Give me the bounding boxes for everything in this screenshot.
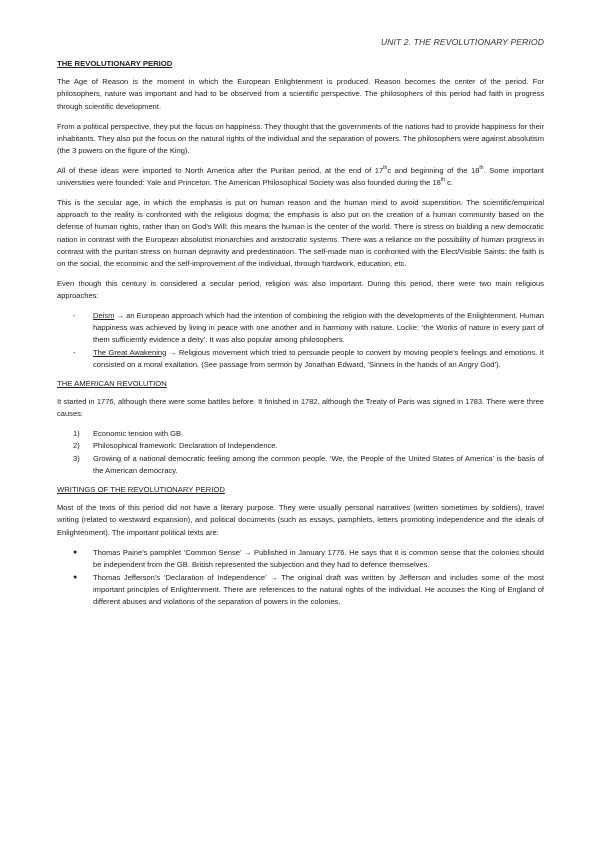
list-item-declaration (57, 572, 544, 609)
section-title-revolutionary-period: THE REVOLUTIONARY PERIOD (57, 59, 173, 68)
list-item-text: Thomas Paine’s pamphlet ‘Common Sense’ → Published in January 1776. He says that it is common sense that the colonies should be independent from the GB. British represented the subjection and they had to defence themselves. (93, 547, 544, 569)
term-great-awakening: The Great Awakening (93, 347, 167, 357)
superscript: th (383, 164, 388, 171)
list-item-great-awakening (57, 347, 544, 371)
list-item-text: → an European approach which had the intention of combining the religion with the developments of the Enlightenment. Human happiness was achieved by living in peace with one another and in harmony with nature. Locke: ‘the Works of nature in every part of them sufficiently evidence a deity’. It was also popular among philosophers. (93, 310, 544, 345)
paragraph-age-of-reason: The Age of Reason is the moment in which the European Enlightenment is produced. Reason becomes the center of the period. For philosophers, nature was important and had to be observed from a scientific perspective. The philosophers of this period had faith in progress through scientific development. (57, 77, 544, 111)
document-body (57, 58, 544, 610)
paragraph-secular-age: This is the secular age, in which the emphasis is put on human reason and the human mind to avoid superstition. The scientific/empirical approach to the reality is confronted with the religious dogma; the emphasis is also put on the creation of a human community based on the defense of human rights, rather than on God’s Will: this means the human is the center of the world. There is stress on building a new democratic nation in contrast with the European absolutist monarchies and aristocratic systems. There was a reliance on the possibility of human progress in contrast with the puritan stress on human depravity and predestination. The self-made man is confronted with the Elect/Visible Saints: the faith is on the social, the economic and the self-improvement of the individual, through hardwork, education, etc. (57, 197, 544, 268)
superscript: th (440, 177, 446, 183)
paragraph-writings-overview: Most of the texts of this period did not have a literary purpose. They were usually personal narratives (written sometimes by soldiers), travel writing (related to westward expansion), and political documents (such as essays, pamphlets, letters promoting independence and the ideals of Enlightenment). The important political texts are: (57, 503, 544, 537)
list-item-cause (57, 428, 544, 440)
list-item-cause (57, 453, 544, 477)
text-run: c. (445, 178, 454, 187)
list-item-cause (57, 440, 544, 452)
bullet-dot: ● (73, 548, 78, 556)
list-item-common-sense (57, 547, 544, 571)
causes-list (57, 428, 544, 477)
paragraph-revolution-dates: It started in 1776, although there were some battles before. It finished in 1782, although the Treaty of Paris was signed in 1783. There were three causes: (57, 397, 544, 419)
dash-bullet: - (73, 347, 76, 357)
list-item-text: → Religious movement which tried to persuade people to convert by moving people’s feelings and emotions. It consisted on a moral exaltation. (See passage from sermon by Jonathan Edward, ‘Sinners in the hands of an Angry God’). (93, 347, 544, 369)
religious-approaches-list (57, 310, 544, 371)
text-run: All of these ideas were imported to North America after the Puritan period, at the end of 17 (57, 165, 384, 175)
list-item-deism (57, 310, 544, 347)
list-number: 1) (73, 429, 80, 439)
running-header: UNIT 2. THE REVOLUTIONARY PERIOD (380, 37, 544, 47)
list-number: 2) (73, 441, 80, 451)
list-item-text: Growing of a national democratic feeling among the common people. ‘We, the People of the United States of America’ is the basis of the American democracy. (93, 453, 544, 475)
term-deism: Deism (93, 310, 115, 320)
paragraph-ideas-imported (57, 165, 544, 189)
section-title-writings: WRITINGS OF THE REVOLUTIONARY PERIOD (57, 485, 225, 495)
paragraph-political-perspective: From a political perspective, they put the focus on happiness. They thought that the governments of the nations had to provide happiness for their inhabitants. They also put the focus on the natural rights of the individual and the separation of powers. The philosophers were against absolutism (the 3 powers on the figure of the King). (57, 121, 544, 155)
text-run: c and beginning of the 18 (387, 165, 480, 175)
paragraph-religious-approaches: Even though this century is considered a secular period, religion was also important. During this period, there were two main religious approaches: (57, 278, 544, 300)
dash-bullet: - (73, 310, 76, 320)
list-item-text: Philosophical framework: Declaration of Independence. (93, 441, 278, 451)
list-item-text: Economic tension with GB. (93, 429, 184, 439)
political-texts-list (57, 547, 544, 609)
list-item-text: Thomas Jefferson’s ‘Declaration of Independence’ → The original draft was written by Jefferson and includes some of the most important principles of Enlightenment. There are references to the natural rights of the individual. He accuses the King of England of different abuses and violations of the separation of powers in the colonies. (93, 572, 544, 607)
list-number: 3) (73, 453, 80, 463)
bullet-dot: ● (73, 573, 78, 581)
superscript: th (479, 164, 484, 171)
section-title-american-revolution: THE AMERICAN REVOLUTION (57, 378, 167, 388)
text-run: . Some important universities were founded: Yale and Princeton. The American Philosophical Society was also founded during the 18 (57, 165, 544, 187)
